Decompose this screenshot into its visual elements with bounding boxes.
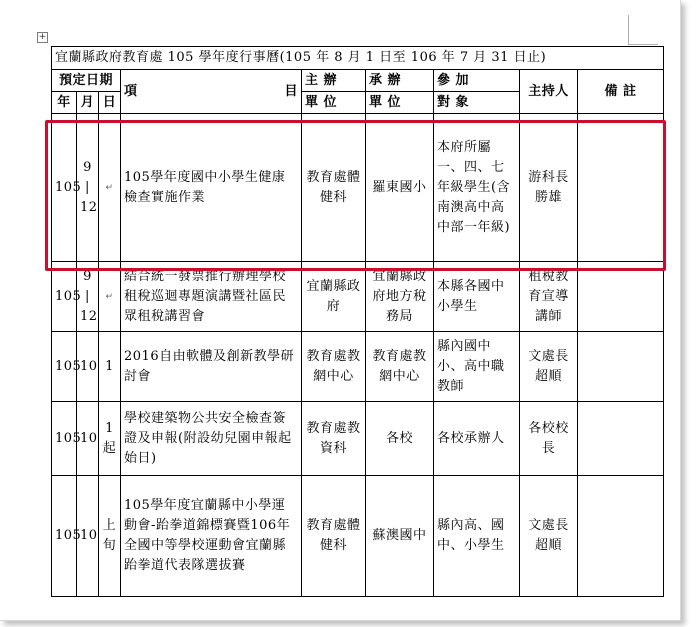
cell-presenter: 租稅教育宣導講師 (520, 262, 578, 332)
cell-host: 教育處體健科 (302, 114, 366, 262)
header-co-unit: 單 位 (366, 92, 434, 114)
header-co: 承 辦 (366, 70, 434, 92)
cell-day (99, 332, 121, 402)
month-line: 9 (83, 268, 92, 284)
table-title: 宜蘭縣政府教育處 105 學年度行事曆(105 年 8 月 1 日至 106 年 7 月 31 日止) (52, 47, 664, 70)
crop-mark (628, 44, 658, 45)
header-participants: 參 加 (434, 70, 520, 92)
month-line: 10 (80, 528, 98, 543)
day-line: 旬 (102, 538, 117, 553)
header-host: 主 辦 (302, 70, 366, 92)
return-mark-icon: ↵ (105, 292, 114, 302)
day-line: 上 (102, 518, 117, 533)
cell-presenter: 文處長超順 (520, 332, 578, 402)
cell-item: 105學年度宜蘭縣中小學運動會-跆拳道錦標賽暨106年全國中等學校運動會宜蘭縣跆拳道代表隊選拔賽 (121, 476, 302, 597)
cell-year: 105 (52, 476, 77, 597)
cell-participants: 各校承辦人 (434, 402, 520, 476)
cell-host: 宜蘭縣政府 (302, 262, 366, 332)
cell-year: 105 (52, 114, 77, 262)
cell-host: 教育處體健科 (302, 476, 366, 597)
header-remarks: 備 註 (578, 70, 664, 114)
header-year: 年 (52, 92, 77, 114)
cell-item: 結合統一發票推行辦理學校租稅巡迴專題演講暨社區民眾租稅講習會 (121, 262, 302, 332)
header-date: 預定日期 (52, 70, 121, 92)
cell-year: 105 (52, 402, 77, 476)
day-line: 起 (102, 440, 117, 456)
return-mark-icon: ↵ (105, 183, 114, 193)
header-item: 項 目 (121, 70, 302, 114)
cell-co: 教育處教網中心 (366, 332, 434, 402)
cell-co: 各校 (366, 402, 434, 476)
month-line: 10 (80, 358, 98, 374)
table-row (52, 476, 664, 597)
cell-month (77, 402, 99, 476)
table-row (52, 332, 664, 402)
cell-month (77, 476, 99, 597)
cell-host: 教育處教網中心 (302, 332, 366, 402)
month-line: 10 (80, 430, 98, 446)
cell-co: 羅東國小 (366, 114, 434, 262)
cell-year: 105 (52, 332, 77, 402)
cell-co: 宜蘭縣政府地方稅務局 (366, 262, 434, 332)
month-line: 9 (83, 159, 92, 175)
day-line: 1 (105, 358, 114, 374)
cell-presenter: 游科長勝雄 (520, 114, 578, 262)
header-host-unit: 單 位 (302, 92, 366, 114)
cell-participants: 本府所屬一、四、七年級學生(含南澳高中高中部一年級) (434, 114, 520, 262)
cell-participants: 縣內國中小、高中職教師 (434, 332, 520, 402)
month-line: 12 (80, 308, 98, 324)
cell-item: 2016自由軟體及創新教學研討會 (121, 332, 302, 402)
cell-day (99, 476, 121, 597)
cell-co: 蘇澳國中 (366, 476, 434, 597)
cell-remarks (578, 476, 664, 597)
cell-remarks (578, 402, 664, 476)
table-move-handle-icon[interactable]: + (38, 32, 47, 42)
crop-mark (628, 15, 629, 45)
header-presenter: 主持人 (520, 70, 578, 114)
cell-presenter: 文處長超順 (520, 476, 578, 597)
cell-year: 105 (52, 262, 77, 332)
cell-participants: 本縣各國中小學生 (434, 262, 520, 332)
highlight-box (45, 120, 666, 271)
table-row (52, 402, 664, 476)
header-participants-target: 對 象 (434, 92, 520, 114)
cell-host: 教育處教資科 (302, 402, 366, 476)
cell-participants: 縣內高、國中、小學生 (434, 476, 520, 597)
table-row (52, 262, 664, 332)
month-line: | (85, 288, 90, 304)
month-line: 12 (80, 199, 98, 215)
cell-remarks (578, 262, 664, 332)
day-line: 1 (105, 420, 114, 436)
cell-day (99, 262, 121, 332)
cell-item: 105學年度國中小學生健康檢查實施作業 (121, 114, 302, 262)
cell-day (99, 402, 121, 476)
cell-remarks (578, 332, 664, 402)
month-line: | (85, 179, 90, 195)
header-day: 日 (99, 92, 121, 114)
header-month: 月 (77, 92, 99, 114)
cell-month (77, 332, 99, 402)
cell-presenter: 各校校長 (520, 402, 578, 476)
cell-item: 學校建築物公共安全檢查簽證及申報(附設幼兒園申報起始日) (121, 402, 302, 476)
